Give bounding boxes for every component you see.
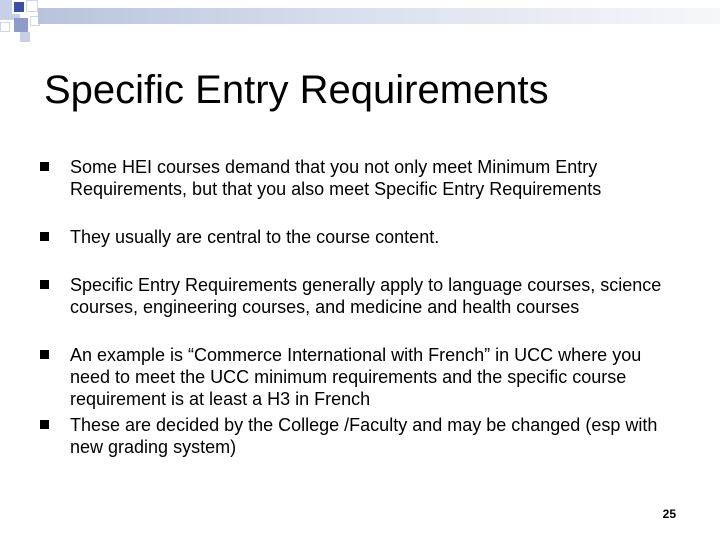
decorative-square xyxy=(14,18,28,32)
square-bullet-icon xyxy=(40,162,49,171)
bullet-item xyxy=(40,414,680,458)
bullet-list xyxy=(40,156,680,458)
bullet-text: An example is “Commerce International with French” in UCC where you need to meet the UCC minimum requirements and the specific course requirement is at least a H3 in French xyxy=(70,345,642,409)
page-number: 25 xyxy=(662,507,676,521)
decorative-square xyxy=(0,22,10,32)
decorative-square xyxy=(26,0,38,12)
bullet-item xyxy=(40,274,680,318)
bullet-item xyxy=(40,156,680,200)
square-bullet-icon xyxy=(40,350,49,359)
decorative-square xyxy=(12,0,26,14)
decorative-square xyxy=(20,32,30,42)
bullet-text: They usually are central to the course content. xyxy=(70,227,440,247)
header-gradient-bar xyxy=(38,8,720,24)
bullet-text: Some HEI courses demand that you not only meet Minimum Entry Requirements, but that you also meet Specific Entry Requirements xyxy=(70,157,602,199)
square-bullet-icon xyxy=(40,280,49,289)
bullet-text: Specific Entry Requirements generally apply to language courses, science courses, engineering courses, and medicine and health courses xyxy=(70,275,662,317)
bullet-text: These are decided by the College /Faculty and may be changed (esp with new grading system) xyxy=(70,415,658,457)
slide-title: Specific Entry Requirements xyxy=(44,68,549,112)
square-bullet-icon xyxy=(40,420,49,429)
bullet-item xyxy=(40,344,680,410)
square-bullet-icon xyxy=(40,232,49,241)
bullet-item xyxy=(40,226,680,248)
